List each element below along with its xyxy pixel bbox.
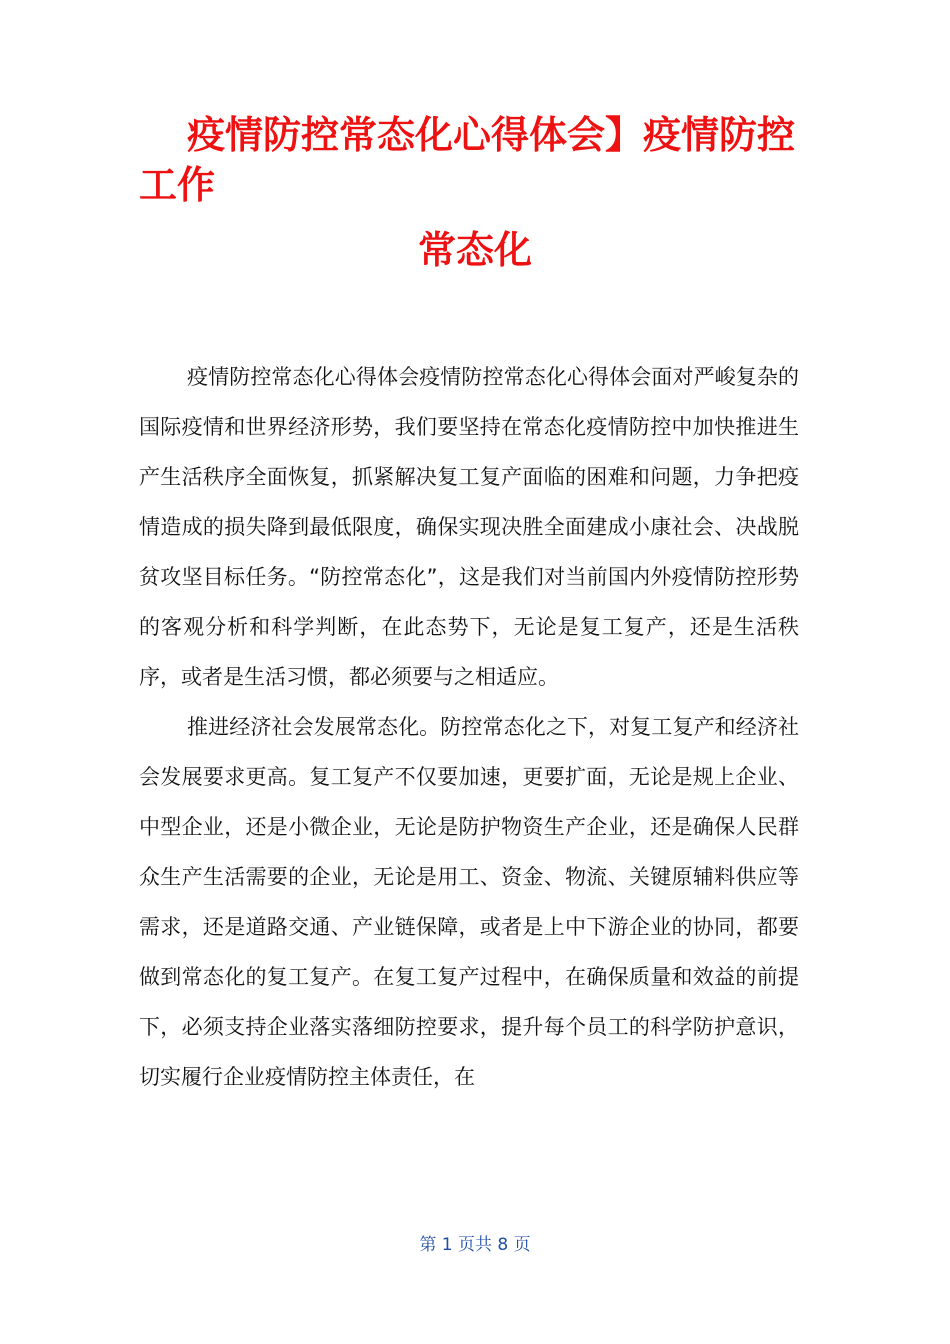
page-number-footer: 第 1 页共 8 页 [419, 1235, 531, 1255]
paragraph-1: 疫情防控常态化心得体会疫情防控常态化心得体会面对严峻复杂的国际疫情和世界经济形势，我们要坚持在常态化疫情防控中加快推进生产生活秩序全面恢复，抓紧解决复工复产面临的困难和问题，力争把疫情造成的损失降到最低限度，确保实现决胜全面建成小康社会、决战脱贫攻坚目标任务。“防控常态化”，这是我们对当前国内外疫情防控形势的客观分析和科学判断，在此态势下，无论是复工复产，还是生活秩序，或者是生活习惯，都必须要与之相适应。 [139, 365, 799, 689]
document-subtitle: 常态化 [417, 228, 532, 272]
paragraph-2: 推进经济社会发展常态化。防控常态化之下，对复工复产和经济社会发展要求更高。复工复产不仅要加速，更要扩面，无论是规上企业、中型企业，还是小微企业，无论是防护物资生产企业，还是确保人民群众生产生活需要的企业，无论是用工、资金、物流、关键原辅料供应等需求，还是道路交通、产业链保障，或者是上中下游企业的协同，都要做到常态化的复工复产。在复工复产过程中，在确保质量和效益的前提下，必须支持企业落实落细防控要求，提升每个员工的科学防护意识，切实履行企业疫情防控主体责任，在 [139, 715, 799, 1089]
document-title: 疫情防控常态化心得体会】疫情防控工作 [139, 113, 796, 207]
document-body [139, 352, 799, 1102]
